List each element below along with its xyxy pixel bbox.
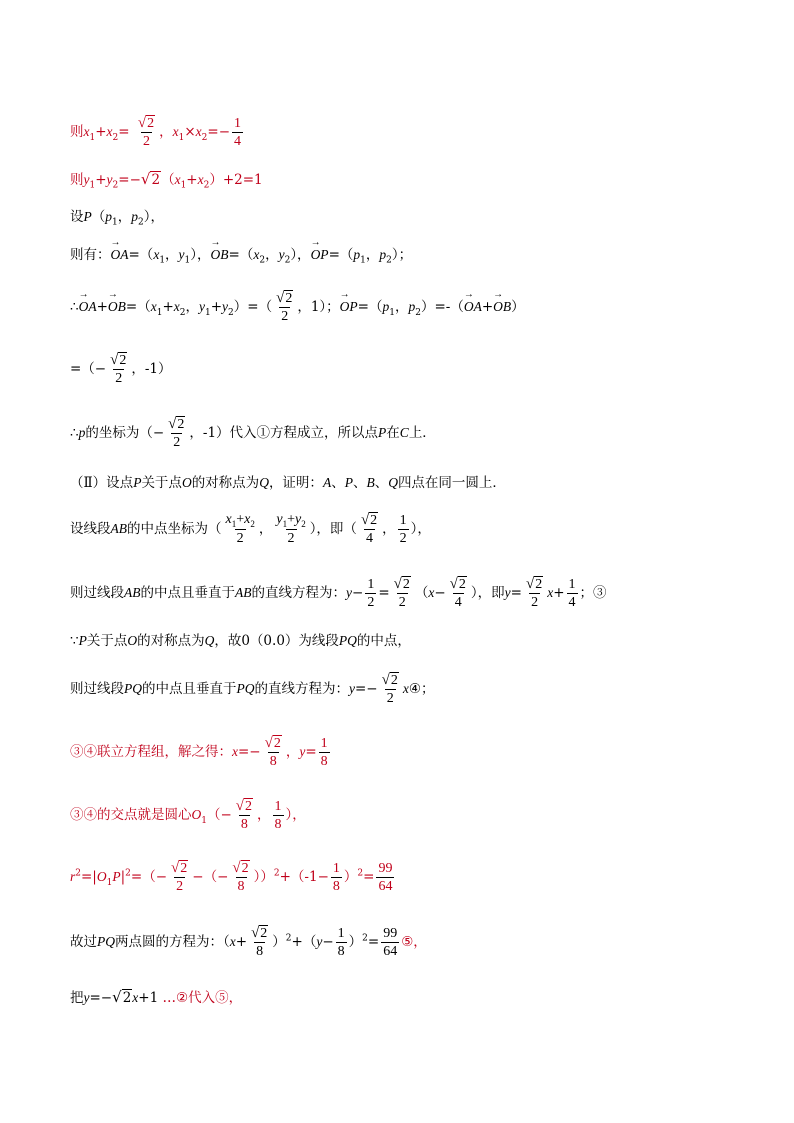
line-8: （Ⅱ）设点P关于点O的对称点为Q，证明：A、P、B、Q四点在同一圆上． [70, 475, 506, 491]
line-7: ∴p的坐标为（− $\frac{√2}{2}$ ，-1）代入①方程成立，所以点P在C上． [70, 416, 436, 451]
line-9: 设线段AB的中点坐标为（ $\frac{x_1+x_2}{2}$ ， $\frac{y_1+y_2}{2}$ ），即（ $\frac{√2}{4}$ ， $\frac{1}{2}$ ）， [70, 512, 431, 547]
line-12: 则过线段PQ的中点且垂直于PQ的直线方程为：y=− $\frac{√2}{2}$ x④； [70, 672, 435, 707]
line-6: =（− $\frac{√2}{2}$ ，-1） [70, 352, 172, 387]
line-15: $r^2=|O_1P|^2=(-$ $\frac{√2}{2}$ −（− $\frac{√2}{8}$ ））$^2$+（-1− $\frac{1}{8}$ ）$^2$= $\frac{99}{64}$ [70, 860, 393, 895]
line-4: 则有：→ $OA=(x_1$，$y_1$），→ $OB=(x_2$，$y_2$），→ $OP=(p_1$，$p_2$）； [70, 248, 412, 266]
line-11: ∵P关于点O的对称点为Q，故0（0.0）为线段PQ的中点， [70, 633, 411, 649]
line-10: 则过线段AB的中点且垂直于AB的直线方程为：y− $\frac{1}{2}$ = $\frac{√2}{2}$ （x− $\frac{√2}{4}$ ），即y= $\frac{√2}{2}$ x+ $\frac{1}{4}$ ；③ [70, 576, 607, 611]
line-1: 则$x_1+x_2=$ $\frac{√2}{2}$ ，$x_1\times x_2=-$ $\frac{1}{4}$ [70, 115, 242, 150]
line-2: 则$y_1+y_2=-√2(x_1+x_2)+2=1$ [70, 170, 263, 191]
line-14: ③④的交点就是圆心$O_1(-$ $\frac{√2}{8}$ ， $\frac{1}{8}$ ）， [70, 798, 306, 833]
line-13: ③④联立方程组，解之得：x=− $\frac{√2}{8}$ ，y= $\frac{1}{8}$ [70, 735, 328, 770]
line-5: ∴→ $OA+\to OB=(x_1+x_2$，$y_1+y_2)=$（ $\frac{√2}{2}$ ，1）；→ $OP=(p_1$，$p_2)=-(\to OA+\to OB)$ [70, 290, 525, 325]
line-17: 把y=−√2x+1 …②代入⑤， [70, 988, 243, 1006]
line-16: 故过PQ两点圆的方程为：（x+ $\frac{√2}{8}$ ）$^2$+（y− $\frac{1}{8}$ ）$^2$= $\frac{99}{64}$ ⑤， [70, 925, 427, 960]
line-3: 设$P(p_1$，$p_2$）， [70, 209, 164, 228]
